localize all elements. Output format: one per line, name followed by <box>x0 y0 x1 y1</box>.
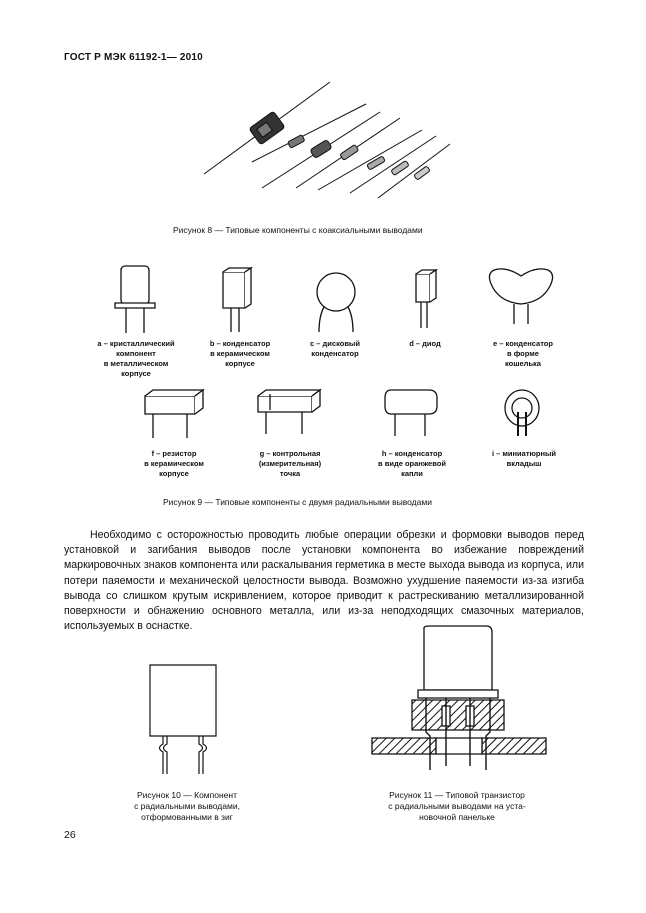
label-d: d – диод <box>409 339 441 348</box>
component-b-ceramic-capacitor <box>219 268 259 334</box>
label-g: g – контрольная (измерительная) точка <box>258 449 322 478</box>
component-h-drop-capacitor <box>383 388 439 440</box>
document-header: ГОСТ Р МЭК 61192-1— 2010 <box>64 52 203 63</box>
label-f: f – резистор в керамическом корпусе <box>144 449 204 478</box>
body-paragraph: Необходимо с осторожностью проводить любые операции обрезки и формовки выводов перед установкой и загибания выводов после установки компонента во избежание повреждений маркировочных знаков компонента или раскалывания герметика в месте выхода вывода из корпуса, или потери паяемости и механической целостности вывода. Возможно ухудшение паяемости из-за изгиба вывода со слишком крутым искривлением, которое приводит к растрескиванию металлизированной поверхности и обнажению основного металла, или из-за неподходящих смазочных материалов, используемых в оснастке. <box>64 529 584 633</box>
figure-10-zig-formed-component <box>145 660 225 778</box>
figure-10-caption: Рисунок 10 — Компонент с радиальными выводами, отформованными в зиг <box>134 790 240 822</box>
label-i: i – миниатюрный вкладыш <box>491 449 557 468</box>
component-c-disc-capacitor <box>309 270 363 336</box>
page-number: 26 <box>64 829 76 841</box>
component-e-purse-capacitor <box>486 266 556 328</box>
figure-8-axial-components <box>200 78 460 203</box>
figure-8-caption: Рисунок 8 — Типовые компоненты с коаксиальными выводами <box>173 225 423 235</box>
figure-9-caption: Рисунок 9 — Типовые компоненты с двумя радиальными выводами <box>163 497 432 507</box>
component-a-metal-can <box>110 263 160 335</box>
component-d-diode <box>414 268 442 332</box>
component-f-ceramic-resistor <box>143 388 205 440</box>
figure-11-transistor-on-socket <box>364 624 554 774</box>
component-i-miniature-insert <box>500 386 544 440</box>
label-c: с – дисковый конденсатор <box>310 339 360 358</box>
label-h: h – конденсатор в виде оранжевой капли <box>378 449 446 478</box>
label-b: b – конденсатор в керамическом корпусе <box>209 339 271 368</box>
figure-11-caption: Рисунок 11 — Типовой транзистор с радиальными выводами на уста- новочной панельке <box>388 790 526 822</box>
label-e: е – конденсатор в форме кошелька <box>493 339 553 368</box>
label-a: а – кристаллический компонент в металлическом корпусе <box>97 339 175 378</box>
component-g-test-point <box>256 388 322 438</box>
